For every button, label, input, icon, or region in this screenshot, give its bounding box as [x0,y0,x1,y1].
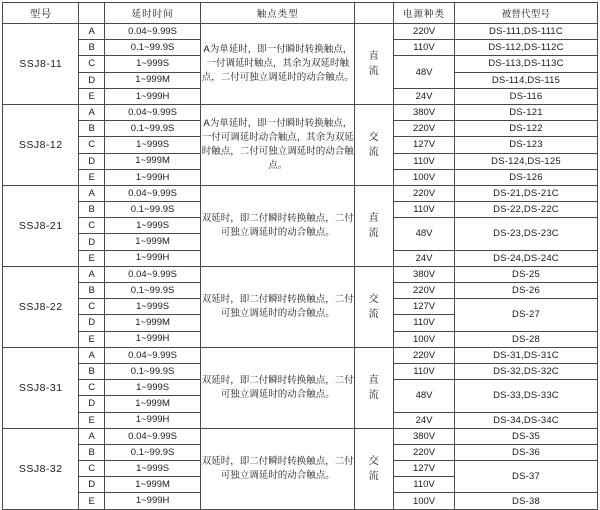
voltage-cell: 127V [394,461,455,477]
voltage-cell: 220V [394,283,455,299]
delay-time-cell: 1~999H [104,412,200,428]
table-header-row [3,3,598,24]
replacement-model-cell: DS-126 [455,169,598,185]
contact-type-cell: A为单延时，即一付瞬时转换触点，一付调延时触点，其余为双延时触点，二付可独立调延时的动合触点。 [201,24,355,105]
voltage-cell: 380V [394,266,455,282]
delay-time-cell: 1~999S [104,137,200,153]
code-cell: A [79,428,104,444]
delay-time-cell: 1~999H [104,331,200,347]
code-cell: C [79,461,104,477]
voltage-cell: 24V [394,412,455,428]
code-cell: D [79,234,104,250]
code-cell: B [79,202,104,218]
code-cell: B [79,363,104,379]
voltage-cell: 380V [394,428,455,444]
contact-type-cell: 双延时，即二付瞬时转换触点，二付可独立调延时的动合触点。 [201,185,355,266]
contact-type-cell: A为单延时，即一付瞬时转换触点，一付可调延时动合触点，其余为双延时触点，二付可独立调延时的动合触点。 [201,104,355,185]
replacement-model-cell: DS-24,DS-24C [455,250,598,266]
replacement-model-cell: DS-38 [455,493,598,509]
voltage-cell: 380V [394,104,455,120]
delay-time-cell: 1~999S [104,461,200,477]
voltage-cell: 100V [394,331,455,347]
voltage-cell: 220V [394,185,455,201]
code-cell: D [79,72,104,88]
voltage-cell: 48V [394,380,455,412]
delay-time-cell: 0.04~9.99S [104,24,200,40]
header-delay-time: 延时时间 [104,3,200,24]
model-cell: SSJ8-12 [3,104,79,185]
voltage-cell: 100V [394,493,455,509]
delay-time-cell: 1~999M [104,477,200,493]
delay-time-cell: 0.1~99.9S [104,121,200,137]
code-cell: A [79,24,104,40]
table-row [3,347,598,363]
header-model: 型号 [3,3,79,24]
contact-type-cell: 双延时，即二付瞬时转换触点，二付可独立调延时的动合触点。 [201,347,355,428]
code-cell: A [79,266,104,282]
code-cell: B [79,40,104,56]
delay-time-cell: 1~999M [104,234,200,250]
header-contact-type: 触点类型 [201,3,355,24]
delay-time-cell: 1~999H [104,493,200,509]
contact-type-cell: 双延时，即二付瞬时转换触点，二付可独立调延时的动合触点。 [201,266,355,347]
code-cell: E [79,250,104,266]
replacement-model-cell: DS-37 [455,461,598,493]
replacement-model-cell: DS-121 [455,104,598,120]
power-type-cell: 直 流 [355,185,394,266]
code-cell: E [79,88,104,104]
voltage-cell: 110V [394,477,455,493]
delay-time-cell: 1~999S [104,299,200,315]
model-cell: SSJ8-21 [3,185,79,266]
code-cell: D [79,477,104,493]
header-power-kind: 电源种类 [394,3,455,24]
delay-time-cell: 0.04~9.99S [104,104,200,120]
voltage-cell: 110V [394,153,455,169]
table-row [3,24,598,40]
code-cell: D [79,153,104,169]
replacement-model-cell: DS-35 [455,428,598,444]
delay-time-cell: 1~999S [104,218,200,234]
table-body [3,24,598,510]
voltage-cell: 24V [394,250,455,266]
replacement-model-cell: DS-116 [455,88,598,104]
delay-time-cell: 1~999M [104,315,200,331]
replacement-model-cell: DS-21,DS-21C [455,185,598,201]
delay-time-cell: 0.1~99.9S [104,444,200,460]
delay-time-cell: 1~999H [104,88,200,104]
code-cell: C [79,299,104,315]
replacement-model-cell: DS-25 [455,266,598,282]
replacement-model-cell: DS-28 [455,331,598,347]
replacement-model-cell: DS-23,DS-23C [455,218,598,250]
power-type-cell: 直 流 [355,24,394,105]
voltage-cell: 110V [394,40,455,56]
replacement-model-cell: DS-33,DS-33C [455,380,598,412]
code-cell: E [79,331,104,347]
code-cell: E [79,412,104,428]
code-cell: B [79,121,104,137]
replacement-model-cell: DS-111,DS-111C [455,24,598,40]
delay-time-cell: 0.04~9.99S [104,347,200,363]
delay-time-cell: 1~999M [104,396,200,412]
voltage-cell: 127V [394,299,455,315]
table-row [3,185,598,201]
replacement-model-cell: DS-123 [455,137,598,153]
code-cell: C [79,56,104,72]
table-row [3,428,598,444]
power-type-cell: 直 流 [355,347,394,428]
voltage-cell: 220V [394,24,455,40]
voltage-cell: 24V [394,88,455,104]
code-cell: B [79,444,104,460]
table-row [3,266,598,282]
replacement-model-cell: DS-112,DS-112C [455,40,598,56]
header-code [79,3,104,24]
power-type-cell: 交 流 [355,104,394,185]
contact-type-cell: 双延时，即二付瞬时转换触点，二付可独立调延时的动合触点。 [201,428,355,509]
model-cell: SSJ8-11 [3,24,79,105]
replacement-model-cell: DS-31,DS-31C [455,347,598,363]
delay-time-cell: 1~999S [104,56,200,72]
delay-time-cell: 0.1~99.9S [104,283,200,299]
replacement-model-cell: DS-114,DS-115 [455,72,598,88]
delay-time-cell: 0.04~9.99S [104,428,200,444]
voltage-cell: 100V [394,169,455,185]
voltage-cell: 110V [394,202,455,218]
delay-time-cell: 1~999H [104,250,200,266]
power-type-cell: 交 流 [355,266,394,347]
delay-time-cell: 0.04~9.99S [104,266,200,282]
delay-time-cell: 1~999H [104,169,200,185]
table-row [3,104,598,120]
power-type-cell: 交 流 [355,428,394,509]
voltage-cell: 220V [394,444,455,460]
voltage-cell: 48V [394,56,455,88]
replacement-model-cell: DS-122 [455,121,598,137]
replacement-model-cell: DS-22,DS-22C [455,202,598,218]
replacement-model-cell: DS-34,DS-34C [455,412,598,428]
code-cell: D [79,315,104,331]
code-cell: A [79,347,104,363]
replacement-model-cell: DS-27 [455,299,598,331]
code-cell: B [79,283,104,299]
delay-time-cell: 1~999M [104,153,200,169]
header-power-type-blank [355,3,394,24]
delay-time-cell: 0.1~99.9S [104,202,200,218]
model-cell: SSJ8-31 [3,347,79,428]
header-replacement-model: 被替代型号 [455,3,598,24]
code-cell: A [79,185,104,201]
model-cell: SSJ8-32 [3,428,79,509]
delay-time-cell: 0.1~99.9S [104,363,200,379]
voltage-cell: 110V [394,363,455,379]
replacement-model-cell: DS-26 [455,283,598,299]
replacement-model-cell: DS-113,DS-113C [455,56,598,72]
replacement-model-cell: DS-32,DS-32C [455,363,598,379]
code-cell: A [79,104,104,120]
specification-table [2,2,598,510]
voltage-cell: 220V [394,121,455,137]
voltage-cell: 48V [394,218,455,250]
replacement-model-cell: DS-124,DS-125 [455,153,598,169]
code-cell: D [79,396,104,412]
voltage-cell: 110V [394,315,455,331]
delay-time-cell: 1~999M [104,72,200,88]
voltage-cell: 127V [394,137,455,153]
model-cell: SSJ8-22 [3,266,79,347]
code-cell: C [79,380,104,396]
code-cell: E [79,169,104,185]
voltage-cell: 220V [394,347,455,363]
replacement-model-cell: DS-36 [455,444,598,460]
delay-time-cell: 0.04~9.99S [104,185,200,201]
code-cell: C [79,218,104,234]
delay-time-cell: 1~999S [104,380,200,396]
delay-time-cell: 0.1~99.9S [104,40,200,56]
code-cell: C [79,137,104,153]
code-cell: E [79,493,104,509]
